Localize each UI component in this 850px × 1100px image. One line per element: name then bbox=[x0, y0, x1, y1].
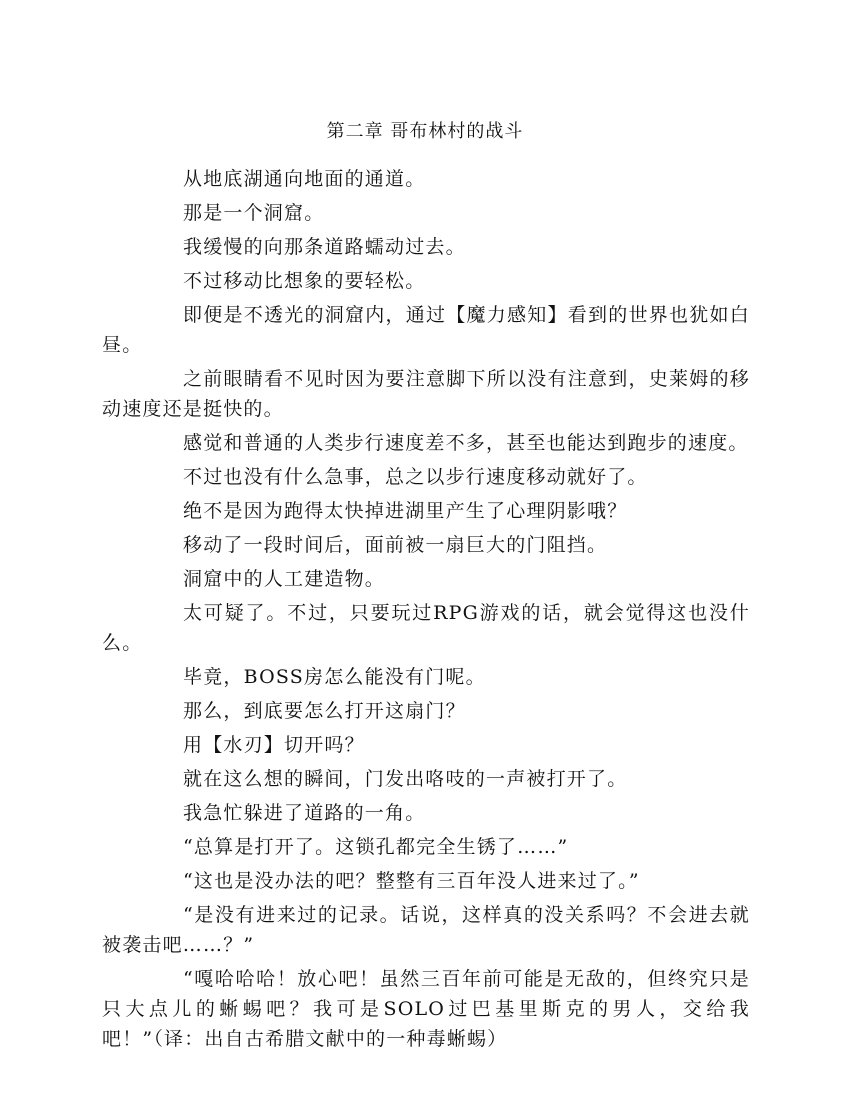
paragraph: 之前眼睛看不见时因为要注意脚下所以没有注意到，史莱姆的移动速度还是挺快的。 bbox=[102, 368, 750, 420]
chapter-title: 第二章 哥布林村的战斗 bbox=[326, 121, 524, 142]
paragraph: 洞窟中的人工建造物。 bbox=[183, 568, 386, 590]
paragraph: 太可疑了。不过，只要玩过RPG游戏的话，就会觉得这也没什么。 bbox=[102, 602, 750, 654]
paragraph: 不过移动比想象的要轻松。 bbox=[183, 270, 426, 292]
paragraph: 移动了一段时间后，面前被一扇巨大的门阻挡。 bbox=[183, 534, 608, 556]
paragraph: “总算是打开了。这锁孔都完全生锈了……” bbox=[183, 836, 569, 858]
chapter-body bbox=[102, 164, 750, 1058]
paragraph: 就在这么想的瞬间，门发出咯吱的一声被打开了。 bbox=[183, 768, 628, 790]
paragraph: 感觉和普通的人类步行速度差不多，甚至也能达到跑步的速度。 bbox=[183, 432, 749, 454]
paragraph: 从地底湖通向地面的通道。 bbox=[183, 168, 426, 190]
paragraph: 那么，到底要怎么打开这扇门？ bbox=[183, 700, 466, 722]
paragraph: “是没有进来过的记录。话说，这样真的没关系吗？不会进去就被袭击吧……？” bbox=[102, 904, 750, 956]
paragraph: 绝不是因为跑得太快掉进湖里产生了心理阴影哦？ bbox=[183, 500, 628, 522]
paragraph: 用【水刃】切开吗？ bbox=[183, 734, 365, 756]
paragraph: 我急忙躲进了道路的一角。 bbox=[183, 802, 426, 824]
paragraph: 我缓慢的向那条道路蠕动过去。 bbox=[183, 236, 466, 258]
paragraph: 即便是不透光的洞窟内，通过【魔力感知】看到的世界也犹如白昼。 bbox=[102, 304, 750, 356]
paragraph: “嘎哈哈哈！放心吧！虽然三百年前可能是无敌的，但终究只是只大点儿的蜥蜴吧？我可是SOLO过巴基里斯克的男人，交给我吧！”（译：出自古希腊文献中的一种毒蜥蜴） bbox=[102, 968, 750, 1050]
paragraph: 不过也没有什么急事，总之以步行速度移动就好了。 bbox=[183, 466, 648, 488]
paragraph: 毕竟，BOSS房怎么能没有门呢。 bbox=[183, 666, 486, 688]
paragraph: 那是一个洞窟。 bbox=[183, 202, 325, 224]
paragraph: “这也是没办法的吧？整整有三百年没人进来过了。” bbox=[183, 870, 640, 892]
